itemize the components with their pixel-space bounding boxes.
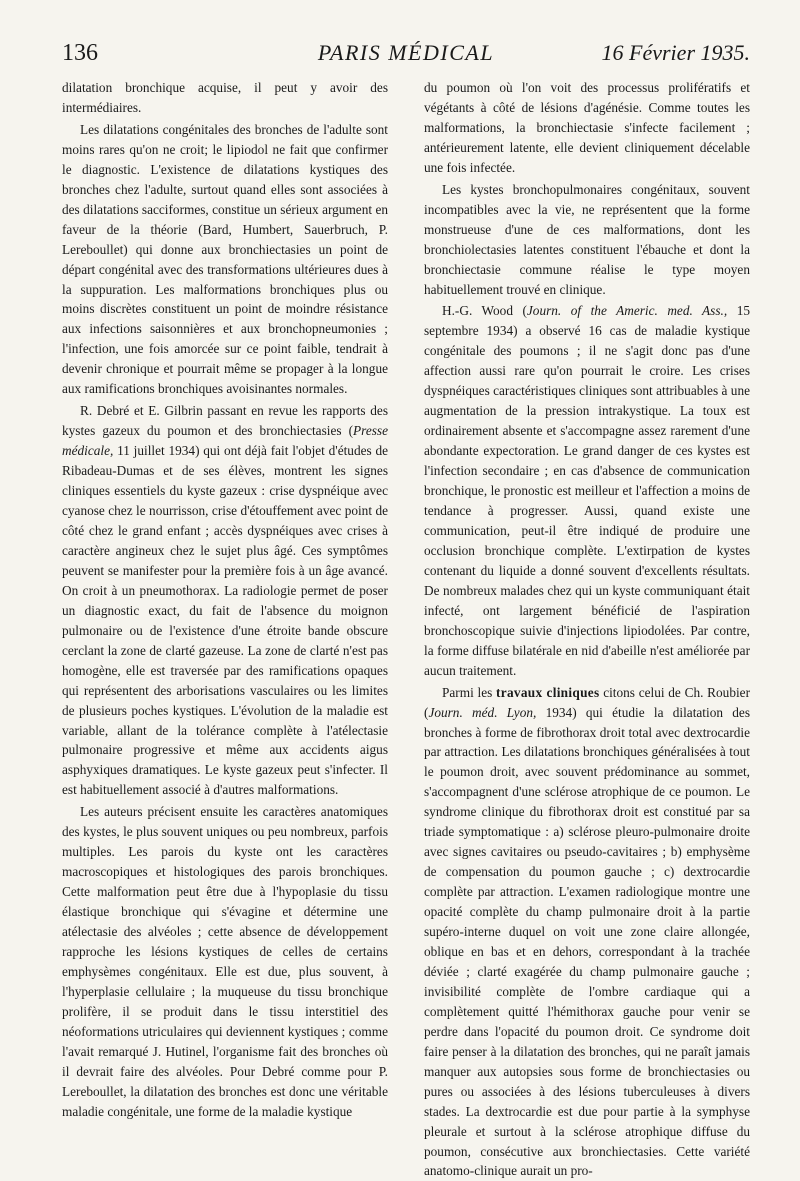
running-header bbox=[62, 40, 750, 72]
paragraph-text: 15 septembre 1934) a observé 16 cas de maladie kystique congénitale des poumons ; il ne s'agit donc pas d'une affection aussi rare qu'on pourrait le croire. Les crises dyspnéiques caractéristiques cliniques sont attribuables à une augmentation de la pression intrakystique. La toux est ordinairement absente et s'accompagne assez rarement d'une abondante expectoration. Le grand danger de ces kystes est l'infection secondaire ; en cas d'absence de communication bronchique, le pronostic est meilleur et l'affection a moins de tendance à progresser. Aussi, quand existe une communication, peut-il être indiqué de produire une occlusion bronchique complète. L'extirpation de kystes contenant du liquide a donné souvent d'excellents résultats. De nombreux malades chez qui un kyste communiquant était infecté, ont largement bénéficié de l'aspiration bronchoscopique suivie d'injections lipiodolées. Par contre, la forme diffuse bilatérale en nid d'abeille n'est améliorée par aucun traitement. bbox=[424, 303, 750, 678]
paragraph-text: 1934) qui étudie la dilatation des bronches à forme de fibrothorax droit total avec dextrocardie par attraction. Les dilatations bronchiques généralisées à tout le poumon droit, avec souvent prédominance au sommet, s'accompagnent d'une sclérose atrophique de ce poumon. Le syndrome clinique du fibrothorax droit est constitué par sa triade symptomatique : a) sclérose pleuro-pulmonaire droite avec signes cavitaires ou pseudo-cavitaires ; b) emphysème de compensation du poumon gauche ; c) dextrocardie complète par attraction. L'examen radiologique montre une opacité complète du champ pulmonaire droit à la partie supéro-interne duquel on voit une zone claire allongée, oblique en bas et en dehors, correspondant à la trachée déviée ; clarté exagérée du champ pulmonaire gauche ; invisibilité complète de l'ombre cardiaque qui a complètement quitté l'hémithorax gauche pour venir se perdre dans l'opacité du poumon droit. Ce syndrome doit faire penser à la dilatation des bronches, qui ne paraît jamais manquer aux autopsies sous forme de bronchiectasies ou pures ou associées à des lésions tuberculeuses à divers stades. La dextrocardie est due pour partie à la symphyse pleurale et surtout à la sclérose atrophique diffuse du poumon, consécutive aux bronchiectasies. Cette variété anatomo-clinique aurait un pro- bbox=[424, 704, 750, 1179]
paragraph: Les auteurs précisent ensuite les caractères anatomiques des kystes, le plus souvent uniques ou peu nombreux, parfois multiples. Les parois du kyste ont les caractères macroscopiques et histologiques des parois bronchiques. Cette malformation peut être due à l'hypoplasie du tissu élastique bronchique qui s'évagine et détermine une atélectasie des alvéoles ; cette absence de développement rapproche les lésions kystiques de celles de certains emphysèmes congénitaux. Elle est due, plus souvent, à l'hyperplasie cellulaire ; la muqueuse du tissu bronchique prolifère, il se produit dans le tissu interstitiel des néoformations utriculaires qui deviennent kystiques ; comme l'avait remarqué J. Hutinel, l'organisme fait des bronches où il devrait faire des alvéoles. Pour Debré comme pour P. Lereboullet, la dilatation des bronches est donc une véritable maladie congénitale, une forme de la maladie kystique bbox=[62, 804, 388, 1119]
right-column bbox=[424, 78, 750, 1181]
journal-title: PARIS MÉDICAL bbox=[317, 40, 495, 65]
issue-date: 16 Février 1935. bbox=[601, 40, 750, 65]
paragraph-text: Parmi les bbox=[442, 684, 497, 700]
paragraph-text: citons celui de Ch. Roubier ( bbox=[424, 684, 750, 720]
paragraph bbox=[424, 301, 750, 680]
citation-journal: Presse médicale, bbox=[62, 423, 388, 459]
paragraph-text: H.-G. Wood ( bbox=[442, 303, 527, 319]
paragraph bbox=[424, 683, 750, 1181]
paragraph-text: 11 juillet 1934) qui ont déjà fait l'objet d'études de Ribadeau-Dumas et de ses élèves, montrent les signes cliniques essentiels du kyste gazeux : crise dyspnéique avec cyanose chez le nourrisson, crise d'étouffement avec point de côté chez le grand enfant ; accès dyspnéiques avec crises à caractère angineux chez le sujet plus âgé. Ces symptômes peuvent se manifester pour la première fois à un âge avancé. On croit à un pneumothorax. La radiologie permet de poser un diagnostic exact, du fait de l'absence du moignon pulmonaire ou de l'existence d'une étroite bande obscure cerclant la zone de clarté gazeuse. La zone de clarté n'est pas homogène, elle est traversée par des ramifications opaques qui représentent des arborisations vasculaires ou les limites de plusieurs poches kystiques. L'évolution de la maladie est variable, allant de la tolérance complète à l'atélectasie pulmonaire progressive et même aux accidents aigus asphyxiques dramatiques. Le kyste gazeux peut s'infecter. Il est habituellement associé à d'autres malformations. bbox=[62, 443, 388, 798]
paragraph: dilatation bronchique acquise, il peut y avoir des intermédiaires. bbox=[62, 80, 388, 115]
paragraph-text: R. Debré et E. Gilbrin passant en revue les rapports des kystes gazeux du poumon et des bronchiectasies ( bbox=[62, 403, 388, 439]
paragraph: du poumon où l'on voit des processus prolifératifs et végétants à côté de lésions d'agénésie. Comme toutes les malformations, la bronchiectasie s'infecte facilement ; antérieurement latente, elle devient cliniquement décelable une fois infectée. bbox=[424, 80, 750, 175]
paragraph: Les dilatations congénitales des bronches de l'adulte sont moins rares qu'on ne croit; le lipiodol ne fait que confirmer le diagnostic. L'existence de dilatations kystiques des bronches chez l'adulte, surtout quand elles sont associées à des dilatations sacciformes, constitue un sérieux argument en faveur de la théorie (Bard, Humbert, Sauerbruch, P. Lereboullet) qui donne aux bronchiectasies un point de départ congénital avec des transformations ultérieures dues à la suppuration. Les malformations bronchiques plus ou moins discrètes constituent un point de moindre résistance aux infections saisonnières et aux bronchopneumonies ; l'infection, une fois amorcée sur ce point faible, tendrait à devenir chronique et pourrait même se propager à la longue aux ramifications bronchiques avoisinantes normales. bbox=[62, 121, 388, 397]
paragraph bbox=[62, 401, 388, 800]
citation-journal: Journ. méd. Lyon, bbox=[428, 704, 537, 720]
left-column bbox=[62, 78, 388, 1181]
section-keyword: travaux cliniques bbox=[496, 684, 600, 700]
page-number: 136 bbox=[62, 40, 98, 66]
article-body bbox=[62, 78, 750, 1181]
citation-journal: Journ. of the Americ. med. Ass., bbox=[526, 303, 728, 319]
paragraph: Les kystes bronchopulmonaires congénitaux, souvent incompatibles avec la vie, ne représentent que la forme monstrueuse d'une de ces malformations, dont les bronchiolectasies latentes constituent l'ébauche et dont la bronchiectasie commune réalise le type moyen habituellement trouvé en clinique. bbox=[424, 181, 750, 297]
